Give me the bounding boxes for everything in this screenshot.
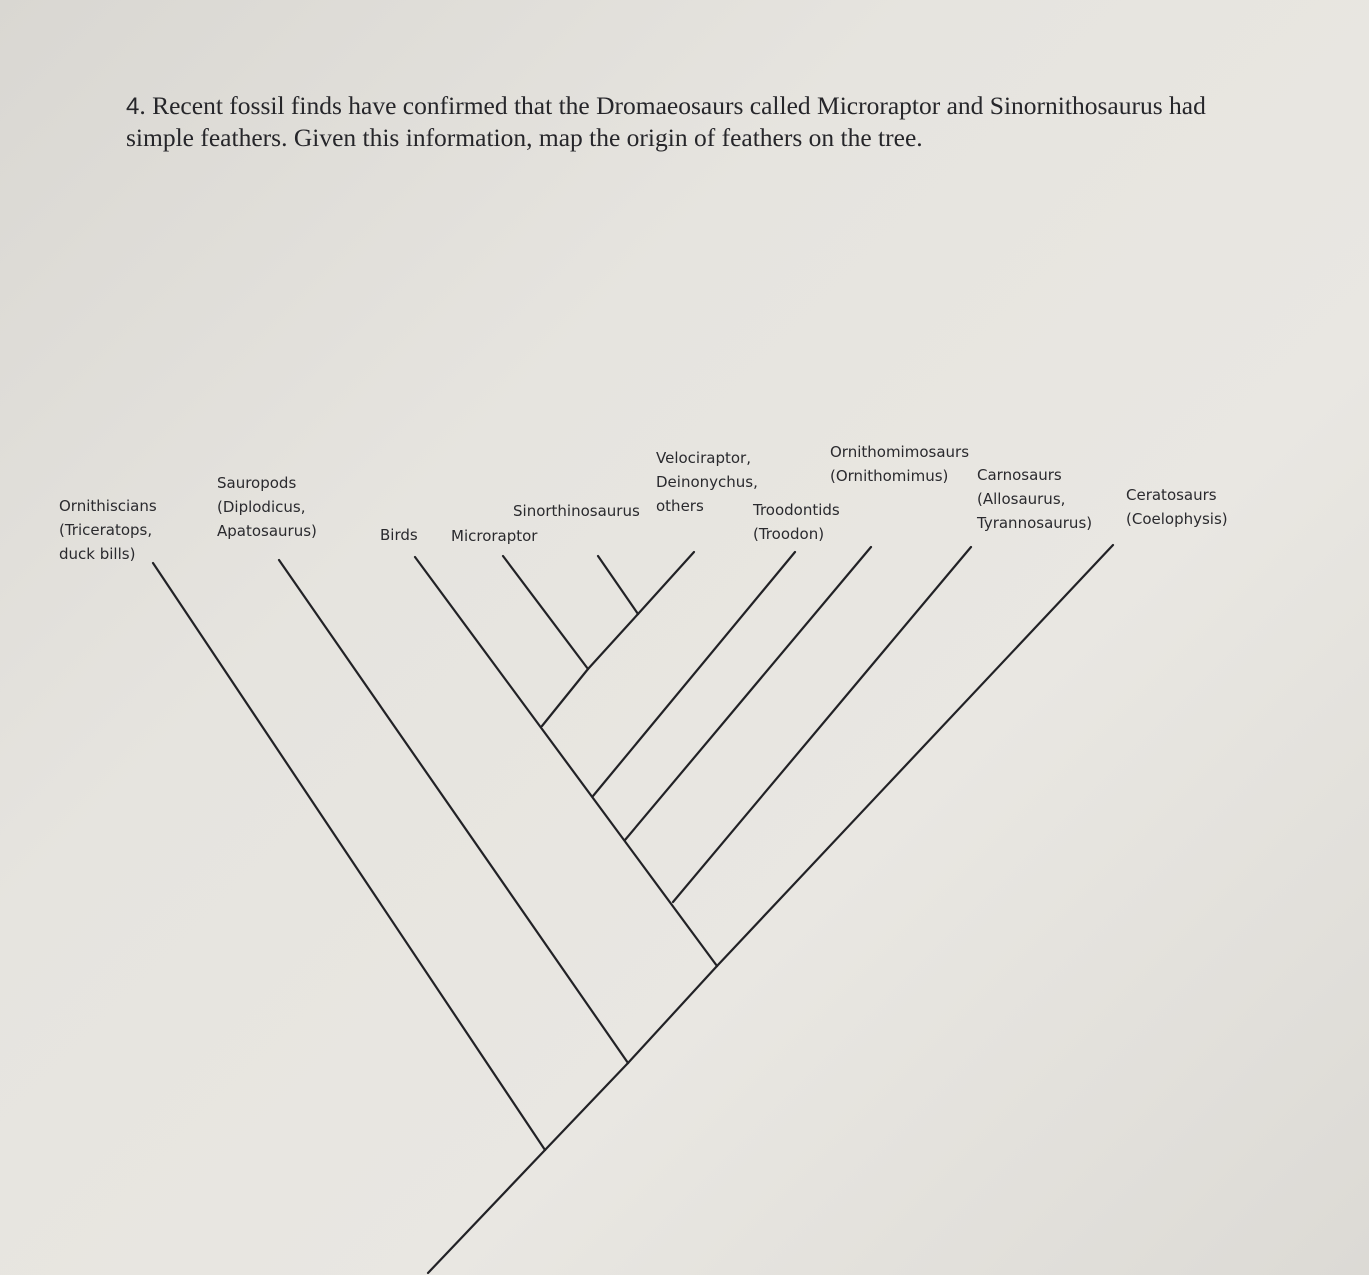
branch-tetanurae bbox=[415, 557, 717, 966]
taxon-name: Velociraptor, bbox=[656, 449, 751, 467]
question-body: . Recent fossil finds have confirmed that the Dromaeosaurs called Microraptor and Sinornithosaurus had simple feathers. Given this information, map the origin of feathers on the tree. bbox=[126, 91, 1206, 152]
branch-dromaeosaur-inner bbox=[588, 614, 638, 669]
branch-carnosaurs bbox=[673, 547, 971, 902]
taxon-label-troodontids bbox=[753, 498, 840, 546]
branch-root bbox=[428, 1150, 545, 1273]
branch-dromaeosaur-clade bbox=[542, 669, 588, 726]
taxon-name: Troodontids bbox=[753, 501, 840, 519]
taxon-label-velociraptor bbox=[656, 446, 758, 518]
taxon-label-ornithomimosaurs bbox=[830, 440, 969, 488]
taxon-example: (Troodon) bbox=[753, 525, 825, 543]
taxon-name: Birds bbox=[380, 526, 418, 544]
taxon-name: Ceratosaurs bbox=[1126, 486, 1217, 504]
taxon-name: Carnosaurs bbox=[977, 466, 1062, 484]
taxon-example: (Coelophysis) bbox=[1126, 510, 1228, 528]
taxon-example: others bbox=[656, 497, 704, 515]
taxon-name: Ornithomimosaurs bbox=[830, 443, 970, 461]
branch-sinornithosaurus bbox=[598, 556, 638, 614]
taxon-label-sauropods bbox=[217, 471, 317, 543]
taxon-name: Microraptor bbox=[451, 527, 538, 545]
taxon-example: (Diplodicus, bbox=[217, 498, 306, 516]
taxon-label-sinornithosaurus bbox=[513, 499, 640, 523]
taxon-example: duck bills) bbox=[59, 545, 136, 563]
question-number: 4 bbox=[126, 93, 140, 120]
taxon-label-ornithiscians bbox=[59, 494, 157, 566]
taxon-example: Tyrannosaurus) bbox=[977, 514, 1093, 532]
taxon-name: Sinorthinosaurus bbox=[513, 502, 640, 520]
taxon-example: (Triceratops, bbox=[59, 521, 153, 539]
branch-theropods bbox=[628, 966, 717, 1063]
taxon-example: (Ornithomimus) bbox=[830, 467, 949, 485]
branch-ornithomimosaurs bbox=[625, 547, 871, 840]
taxon-example: Deinonychus, bbox=[656, 473, 758, 491]
taxon-label-microraptor bbox=[451, 524, 537, 548]
taxon-label-ceratosaurs bbox=[1126, 483, 1228, 531]
taxon-example: Apatosaurus) bbox=[217, 522, 317, 540]
taxon-label-birds bbox=[380, 523, 418, 547]
branch-ceratosaurs bbox=[717, 545, 1113, 966]
taxon-example: (Allosaurus, bbox=[977, 490, 1066, 508]
branch-velociraptor bbox=[638, 552, 694, 614]
taxon-label-carnosaurs bbox=[977, 463, 1092, 535]
branch-ornithiscians bbox=[153, 563, 545, 1150]
branch-sauropods bbox=[279, 560, 628, 1063]
branch-saurischia bbox=[545, 1063, 628, 1150]
branch-microraptor bbox=[503, 556, 588, 669]
taxon-name: Sauropods bbox=[217, 474, 297, 492]
taxon-name: Ornithiscians bbox=[59, 497, 157, 515]
